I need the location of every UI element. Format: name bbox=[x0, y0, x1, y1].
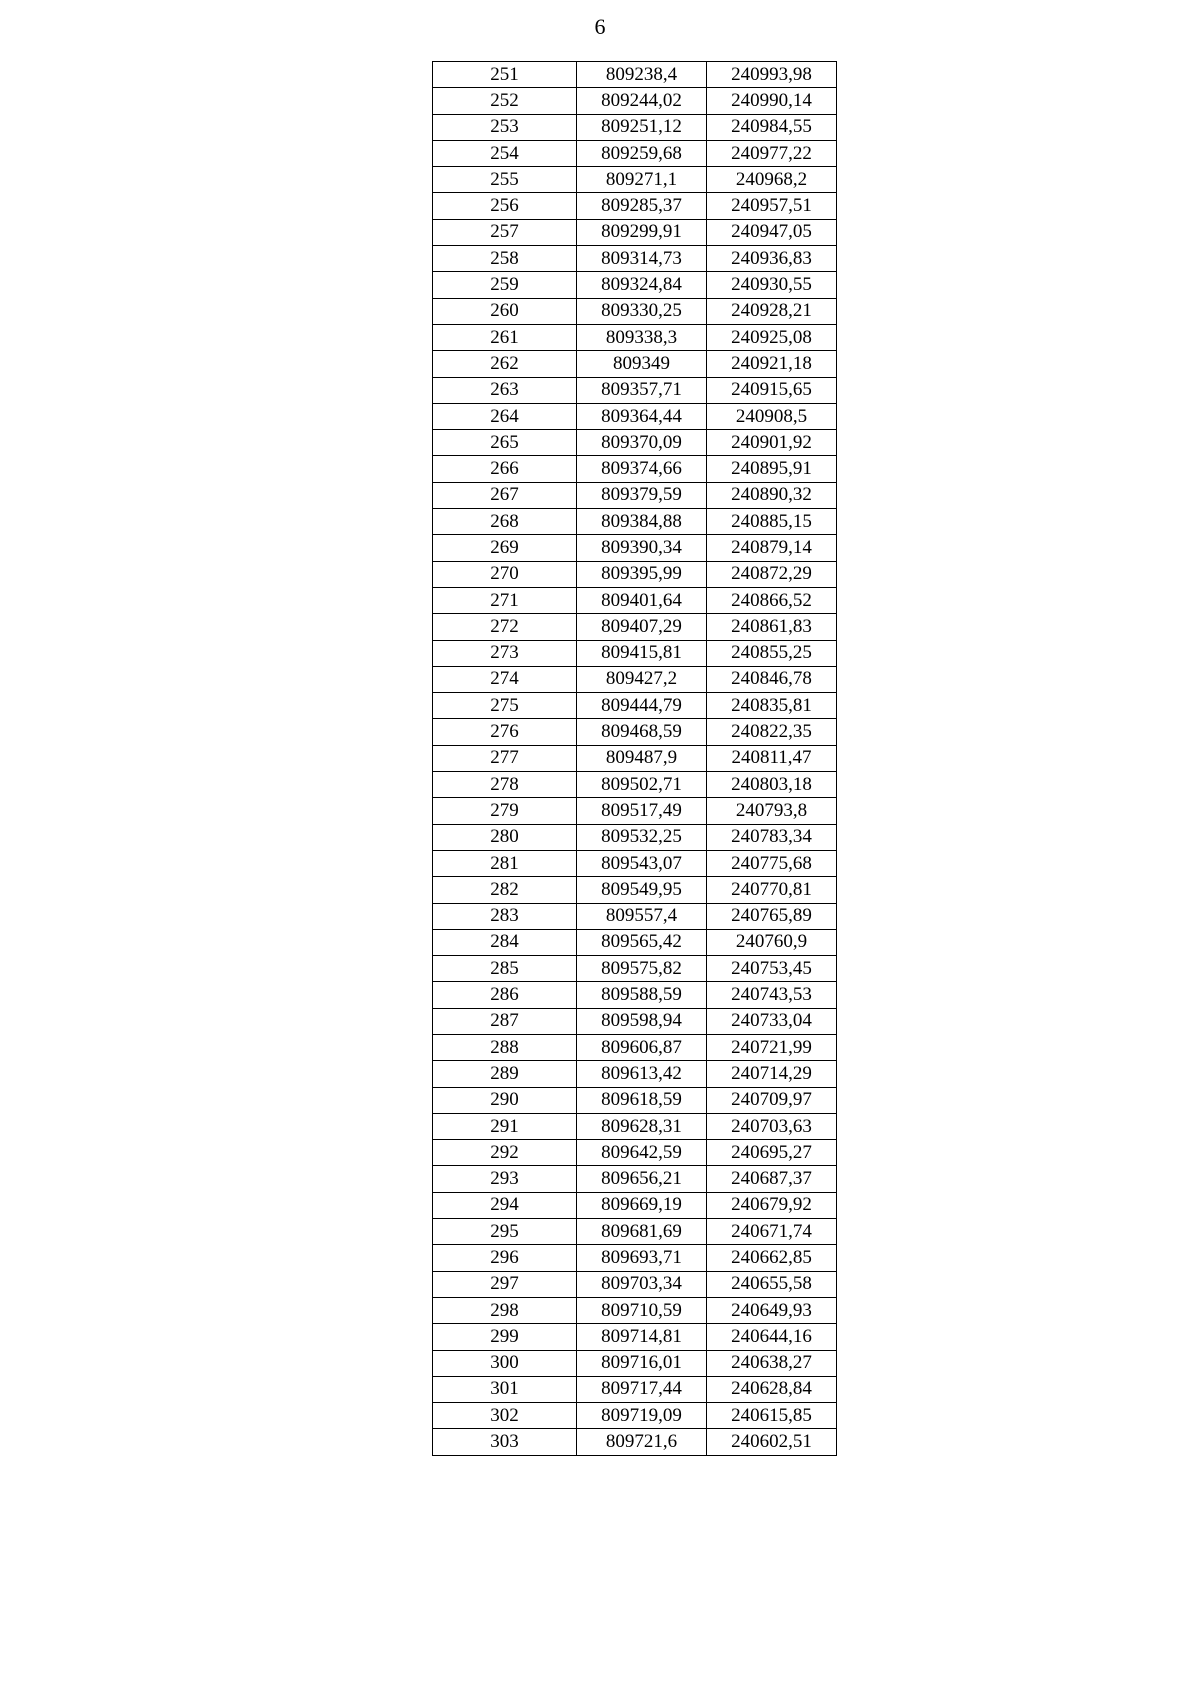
y-coordinate-cell: 240968,2 bbox=[707, 167, 837, 193]
x-coordinate-cell: 809370,09 bbox=[577, 430, 707, 456]
y-coordinate-cell: 240990,14 bbox=[707, 88, 837, 114]
table-row bbox=[433, 509, 837, 535]
y-coordinate-cell: 240770,81 bbox=[707, 877, 837, 903]
point-number-cell: 269 bbox=[433, 535, 577, 561]
x-coordinate-cell: 809487,9 bbox=[577, 745, 707, 771]
table-row bbox=[433, 1376, 837, 1402]
y-coordinate-cell: 240901,92 bbox=[707, 430, 837, 456]
y-coordinate-cell: 240984,55 bbox=[707, 114, 837, 140]
table-row bbox=[433, 140, 837, 166]
point-number-cell: 290 bbox=[433, 1087, 577, 1113]
point-number-cell: 278 bbox=[433, 772, 577, 798]
point-number-cell: 275 bbox=[433, 693, 577, 719]
point-number-cell: 279 bbox=[433, 798, 577, 824]
table-row bbox=[433, 877, 837, 903]
y-coordinate-cell: 240925,08 bbox=[707, 324, 837, 350]
x-coordinate-cell: 809502,71 bbox=[577, 772, 707, 798]
y-coordinate-cell: 240811,47 bbox=[707, 745, 837, 771]
y-coordinate-cell: 240721,99 bbox=[707, 1034, 837, 1060]
table-row bbox=[433, 1061, 837, 1087]
table-row bbox=[433, 114, 837, 140]
table-row bbox=[433, 167, 837, 193]
point-number-cell: 302 bbox=[433, 1403, 577, 1429]
point-number-cell: 256 bbox=[433, 193, 577, 219]
table-row bbox=[433, 1008, 837, 1034]
table-row bbox=[433, 693, 837, 719]
table-row bbox=[433, 824, 837, 850]
y-coordinate-cell: 240775,68 bbox=[707, 850, 837, 876]
y-coordinate-cell: 240743,53 bbox=[707, 982, 837, 1008]
point-number-cell: 276 bbox=[433, 719, 577, 745]
x-coordinate-cell: 809628,31 bbox=[577, 1113, 707, 1139]
table-row bbox=[433, 298, 837, 324]
table-row bbox=[433, 88, 837, 114]
table-row bbox=[433, 324, 837, 350]
x-coordinate-cell: 809364,44 bbox=[577, 403, 707, 429]
point-number-cell: 270 bbox=[433, 561, 577, 587]
table-row bbox=[433, 666, 837, 692]
point-number-cell: 297 bbox=[433, 1271, 577, 1297]
table-row bbox=[433, 850, 837, 876]
y-coordinate-cell: 240753,45 bbox=[707, 956, 837, 982]
x-coordinate-cell: 809598,94 bbox=[577, 1008, 707, 1034]
table-row bbox=[433, 1034, 837, 1060]
y-coordinate-cell: 240993,98 bbox=[707, 62, 837, 88]
point-number-cell: 274 bbox=[433, 666, 577, 692]
x-coordinate-cell: 809299,91 bbox=[577, 219, 707, 245]
table-row bbox=[433, 798, 837, 824]
point-number-cell: 264 bbox=[433, 403, 577, 429]
y-coordinate-cell: 240890,32 bbox=[707, 482, 837, 508]
y-coordinate-cell: 240615,85 bbox=[707, 1403, 837, 1429]
point-number-cell: 300 bbox=[433, 1350, 577, 1376]
table-row bbox=[433, 1297, 837, 1323]
y-coordinate-cell: 240855,25 bbox=[707, 640, 837, 666]
x-coordinate-cell: 809407,29 bbox=[577, 614, 707, 640]
x-coordinate-cell: 809379,59 bbox=[577, 482, 707, 508]
point-number-cell: 255 bbox=[433, 167, 577, 193]
y-coordinate-cell: 240783,34 bbox=[707, 824, 837, 850]
x-coordinate-cell: 809271,1 bbox=[577, 167, 707, 193]
x-coordinate-cell: 809238,4 bbox=[577, 62, 707, 88]
table-row bbox=[433, 1245, 837, 1271]
point-number-cell: 257 bbox=[433, 219, 577, 245]
table-row bbox=[433, 1087, 837, 1113]
x-coordinate-cell: 809656,21 bbox=[577, 1166, 707, 1192]
table-row bbox=[433, 62, 837, 88]
y-coordinate-cell: 240793,8 bbox=[707, 798, 837, 824]
x-coordinate-cell: 809324,84 bbox=[577, 272, 707, 298]
y-coordinate-cell: 240644,16 bbox=[707, 1324, 837, 1350]
point-number-cell: 261 bbox=[433, 324, 577, 350]
point-number-cell: 268 bbox=[433, 509, 577, 535]
table-row bbox=[433, 772, 837, 798]
table-row bbox=[433, 246, 837, 272]
y-coordinate-cell: 240879,14 bbox=[707, 535, 837, 561]
y-coordinate-cell: 240872,29 bbox=[707, 561, 837, 587]
point-number-cell: 288 bbox=[433, 1034, 577, 1060]
x-coordinate-cell: 809557,4 bbox=[577, 903, 707, 929]
y-coordinate-cell: 240765,89 bbox=[707, 903, 837, 929]
table-row bbox=[433, 929, 837, 955]
table-row bbox=[433, 482, 837, 508]
point-number-cell: 295 bbox=[433, 1219, 577, 1245]
x-coordinate-cell: 809468,59 bbox=[577, 719, 707, 745]
point-number-cell: 285 bbox=[433, 956, 577, 982]
table-row bbox=[433, 1403, 837, 1429]
x-coordinate-cell: 809681,69 bbox=[577, 1219, 707, 1245]
x-coordinate-cell: 809714,81 bbox=[577, 1324, 707, 1350]
x-coordinate-cell: 809693,71 bbox=[577, 1245, 707, 1271]
table-row bbox=[433, 272, 837, 298]
x-coordinate-cell: 809717,44 bbox=[577, 1376, 707, 1402]
y-coordinate-cell: 240930,55 bbox=[707, 272, 837, 298]
table-row bbox=[433, 456, 837, 482]
x-coordinate-cell: 809669,19 bbox=[577, 1192, 707, 1218]
point-number-cell: 303 bbox=[433, 1429, 577, 1455]
table-row bbox=[433, 1271, 837, 1297]
point-number-cell: 299 bbox=[433, 1324, 577, 1350]
x-coordinate-cell: 809415,81 bbox=[577, 640, 707, 666]
x-coordinate-cell: 809703,34 bbox=[577, 1271, 707, 1297]
x-coordinate-cell: 809719,09 bbox=[577, 1403, 707, 1429]
point-number-cell: 252 bbox=[433, 88, 577, 114]
x-coordinate-cell: 809444,79 bbox=[577, 693, 707, 719]
point-number-cell: 283 bbox=[433, 903, 577, 929]
point-number-cell: 293 bbox=[433, 1166, 577, 1192]
y-coordinate-cell: 240679,92 bbox=[707, 1192, 837, 1218]
x-coordinate-cell: 809532,25 bbox=[577, 824, 707, 850]
y-coordinate-cell: 240638,27 bbox=[707, 1350, 837, 1376]
y-coordinate-cell: 240655,58 bbox=[707, 1271, 837, 1297]
y-coordinate-cell: 240846,78 bbox=[707, 666, 837, 692]
x-coordinate-cell: 809374,66 bbox=[577, 456, 707, 482]
y-coordinate-cell: 240835,81 bbox=[707, 693, 837, 719]
point-number-cell: 301 bbox=[433, 1376, 577, 1402]
table-row bbox=[433, 1429, 837, 1455]
table-row bbox=[433, 587, 837, 613]
y-coordinate-cell: 240628,84 bbox=[707, 1376, 837, 1402]
y-coordinate-cell: 240803,18 bbox=[707, 772, 837, 798]
point-number-cell: 292 bbox=[433, 1140, 577, 1166]
coordinates-table-body bbox=[433, 62, 837, 1456]
y-coordinate-cell: 240760,9 bbox=[707, 929, 837, 955]
point-number-cell: 272 bbox=[433, 614, 577, 640]
x-coordinate-cell: 809588,59 bbox=[577, 982, 707, 1008]
x-coordinate-cell: 809384,88 bbox=[577, 509, 707, 535]
y-coordinate-cell: 240908,5 bbox=[707, 403, 837, 429]
table-row bbox=[433, 640, 837, 666]
x-coordinate-cell: 809314,73 bbox=[577, 246, 707, 272]
point-number-cell: 287 bbox=[433, 1008, 577, 1034]
table-row bbox=[433, 1350, 837, 1376]
x-coordinate-cell: 809395,99 bbox=[577, 561, 707, 587]
y-coordinate-cell: 240928,21 bbox=[707, 298, 837, 324]
y-coordinate-cell: 240695,27 bbox=[707, 1140, 837, 1166]
point-number-cell: 258 bbox=[433, 246, 577, 272]
point-number-cell: 267 bbox=[433, 482, 577, 508]
table-row bbox=[433, 903, 837, 929]
table-row bbox=[433, 193, 837, 219]
point-number-cell: 284 bbox=[433, 929, 577, 955]
table-row bbox=[433, 982, 837, 1008]
table-row bbox=[433, 351, 837, 377]
y-coordinate-cell: 240861,83 bbox=[707, 614, 837, 640]
x-coordinate-cell: 809251,12 bbox=[577, 114, 707, 140]
table-row bbox=[433, 1324, 837, 1350]
table-row bbox=[433, 430, 837, 456]
point-number-cell: 294 bbox=[433, 1192, 577, 1218]
x-coordinate-cell: 809716,01 bbox=[577, 1350, 707, 1376]
y-coordinate-cell: 240602,51 bbox=[707, 1429, 837, 1455]
point-number-cell: 251 bbox=[433, 62, 577, 88]
x-coordinate-cell: 809543,07 bbox=[577, 850, 707, 876]
point-number-cell: 280 bbox=[433, 824, 577, 850]
y-coordinate-cell: 240957,51 bbox=[707, 193, 837, 219]
y-coordinate-cell: 240687,37 bbox=[707, 1166, 837, 1192]
point-number-cell: 273 bbox=[433, 640, 577, 666]
point-number-cell: 260 bbox=[433, 298, 577, 324]
point-number-cell: 253 bbox=[433, 114, 577, 140]
point-number-cell: 263 bbox=[433, 377, 577, 403]
table-row bbox=[433, 535, 837, 561]
x-coordinate-cell: 809613,42 bbox=[577, 1061, 707, 1087]
point-number-cell: 296 bbox=[433, 1245, 577, 1271]
y-coordinate-cell: 240936,83 bbox=[707, 246, 837, 272]
y-coordinate-cell: 240649,93 bbox=[707, 1297, 837, 1323]
point-number-cell: 289 bbox=[433, 1061, 577, 1087]
x-coordinate-cell: 809575,82 bbox=[577, 956, 707, 982]
y-coordinate-cell: 240709,97 bbox=[707, 1087, 837, 1113]
table-row bbox=[433, 1113, 837, 1139]
x-coordinate-cell: 809401,64 bbox=[577, 587, 707, 613]
table-row bbox=[433, 956, 837, 982]
point-number-cell: 266 bbox=[433, 456, 577, 482]
y-coordinate-cell: 240977,22 bbox=[707, 140, 837, 166]
y-coordinate-cell: 240885,15 bbox=[707, 509, 837, 535]
x-coordinate-cell: 809721,6 bbox=[577, 1429, 707, 1455]
y-coordinate-cell: 240947,05 bbox=[707, 219, 837, 245]
x-coordinate-cell: 809244,02 bbox=[577, 88, 707, 114]
point-number-cell: 282 bbox=[433, 877, 577, 903]
table-row bbox=[433, 219, 837, 245]
point-number-cell: 259 bbox=[433, 272, 577, 298]
table-row bbox=[433, 1219, 837, 1245]
point-number-cell: 254 bbox=[433, 140, 577, 166]
y-coordinate-cell: 240662,85 bbox=[707, 1245, 837, 1271]
x-coordinate-cell: 809259,68 bbox=[577, 140, 707, 166]
table-row bbox=[433, 561, 837, 587]
y-coordinate-cell: 240895,91 bbox=[707, 456, 837, 482]
x-coordinate-cell: 809285,37 bbox=[577, 193, 707, 219]
y-coordinate-cell: 240703,63 bbox=[707, 1113, 837, 1139]
point-number-cell: 291 bbox=[433, 1113, 577, 1139]
table-row bbox=[433, 1192, 837, 1218]
x-coordinate-cell: 809642,59 bbox=[577, 1140, 707, 1166]
x-coordinate-cell: 809565,42 bbox=[577, 929, 707, 955]
x-coordinate-cell: 809427,2 bbox=[577, 666, 707, 692]
table-row bbox=[433, 377, 837, 403]
x-coordinate-cell: 809338,3 bbox=[577, 324, 707, 350]
point-number-cell: 262 bbox=[433, 351, 577, 377]
x-coordinate-cell: 809349 bbox=[577, 351, 707, 377]
y-coordinate-cell: 240714,29 bbox=[707, 1061, 837, 1087]
table-row bbox=[433, 614, 837, 640]
table-row bbox=[433, 1140, 837, 1166]
y-coordinate-cell: 240822,35 bbox=[707, 719, 837, 745]
y-coordinate-cell: 240671,74 bbox=[707, 1219, 837, 1245]
y-coordinate-cell: 240866,52 bbox=[707, 587, 837, 613]
point-number-cell: 277 bbox=[433, 745, 577, 771]
page-number: 6 bbox=[594, 14, 606, 39]
x-coordinate-cell: 809390,34 bbox=[577, 535, 707, 561]
table-row bbox=[433, 719, 837, 745]
x-coordinate-cell: 809357,71 bbox=[577, 377, 707, 403]
x-coordinate-cell: 809606,87 bbox=[577, 1034, 707, 1060]
point-number-cell: 265 bbox=[433, 430, 577, 456]
x-coordinate-cell: 809618,59 bbox=[577, 1087, 707, 1113]
y-coordinate-cell: 240921,18 bbox=[707, 351, 837, 377]
table-row bbox=[433, 403, 837, 429]
table-row bbox=[433, 1166, 837, 1192]
point-number-cell: 281 bbox=[433, 850, 577, 876]
x-coordinate-cell: 809549,95 bbox=[577, 877, 707, 903]
x-coordinate-cell: 809710,59 bbox=[577, 1297, 707, 1323]
table-row bbox=[433, 745, 837, 771]
x-coordinate-cell: 809330,25 bbox=[577, 298, 707, 324]
point-number-cell: 271 bbox=[433, 587, 577, 613]
point-number-cell: 298 bbox=[433, 1297, 577, 1323]
y-coordinate-cell: 240915,65 bbox=[707, 377, 837, 403]
x-coordinate-cell: 809517,49 bbox=[577, 798, 707, 824]
point-number-cell: 286 bbox=[433, 982, 577, 1008]
coordinates-table bbox=[432, 61, 837, 1456]
y-coordinate-cell: 240733,04 bbox=[707, 1008, 837, 1034]
